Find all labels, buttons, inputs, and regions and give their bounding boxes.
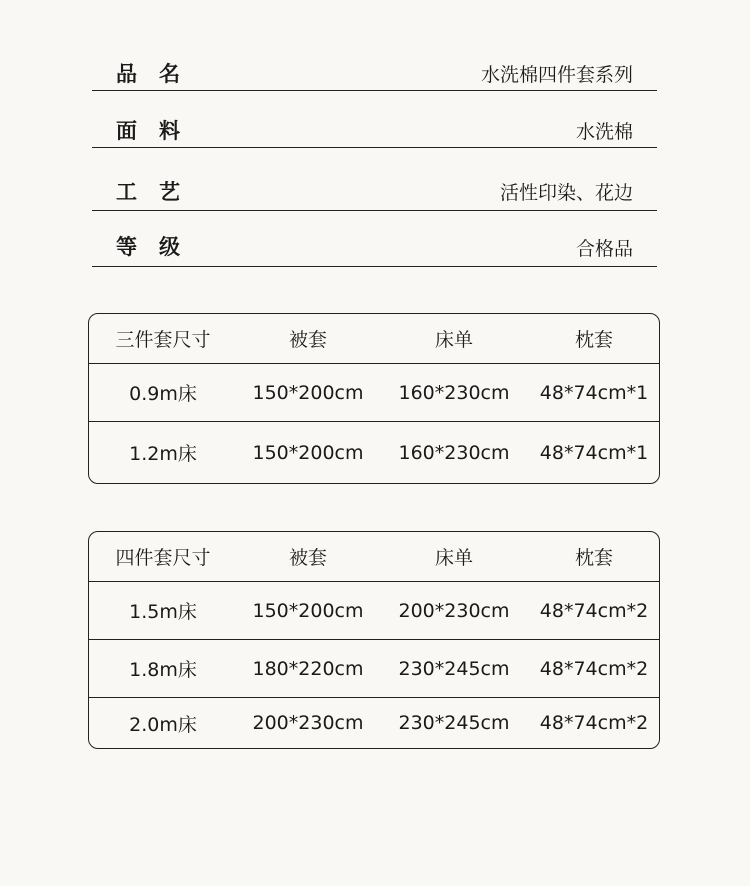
table-header-row [89,532,659,582]
spec-label: 工艺 [116,180,202,204]
table-cell: 150*200cm [252,381,364,404]
spec-row-name [92,62,657,91]
table-cell: 160*230cm [398,381,510,404]
table-cell: 160*230cm [398,441,510,464]
three-piece-size-table [88,313,660,484]
table-cell: 200*230cm [398,599,510,622]
table-row [89,422,659,483]
spec-row-craft [92,180,657,211]
table-cell: 180*220cm [252,657,364,680]
table-row [89,640,659,698]
four-piece-size-table [88,531,660,749]
table-row [89,582,659,640]
table-cell: 0.9m床 [129,383,197,405]
table-cell: 48*74cm*1 [539,441,649,464]
spec-row-fabric [92,119,657,148]
table-cell: 150*200cm [252,441,364,464]
table-cell: 230*245cm [398,712,510,734]
table-header-cell: 枕套 [574,547,613,569]
table-cell: 48*74cm*2 [539,712,649,734]
table-header-cell: 被套 [288,547,327,569]
table-cell: 2.0m床 [129,713,197,736]
spec-row-grade [92,235,657,267]
table-header-cell: 三件套尺寸 [115,329,211,351]
table-cell: 230*245cm [398,657,510,680]
table-cell: 48*74cm*1 [539,381,649,404]
table-header-cell: 四件套尺寸 [115,547,211,569]
table-header-row [89,314,659,364]
spec-value: 水洗棉 [575,121,633,143]
table-cell: 200*230cm [252,712,364,734]
spec-value: 水洗棉四件套系列 [480,64,633,86]
table-row [89,698,659,748]
spec-label: 品名 [116,62,202,86]
table-cell: 150*200cm [252,599,364,622]
spec-label: 面料 [116,119,202,143]
spec-label: 等级 [116,235,202,259]
table-cell: 48*74cm*2 [539,599,649,622]
table-header-cell: 被套 [288,329,327,351]
table-cell: 1.2m床 [129,443,197,465]
table-header-cell: 床单 [434,547,473,569]
spec-value: 活性印染、花边 [499,182,633,204]
table-cell: 1.5m床 [129,601,197,623]
spec-value: 合格品 [575,238,633,260]
table-header-cell: 枕套 [574,329,613,351]
table-header-cell: 床单 [434,329,473,351]
table-cell: 1.8m床 [129,659,197,681]
table-row [89,364,659,422]
table-cell: 48*74cm*2 [539,657,649,680]
